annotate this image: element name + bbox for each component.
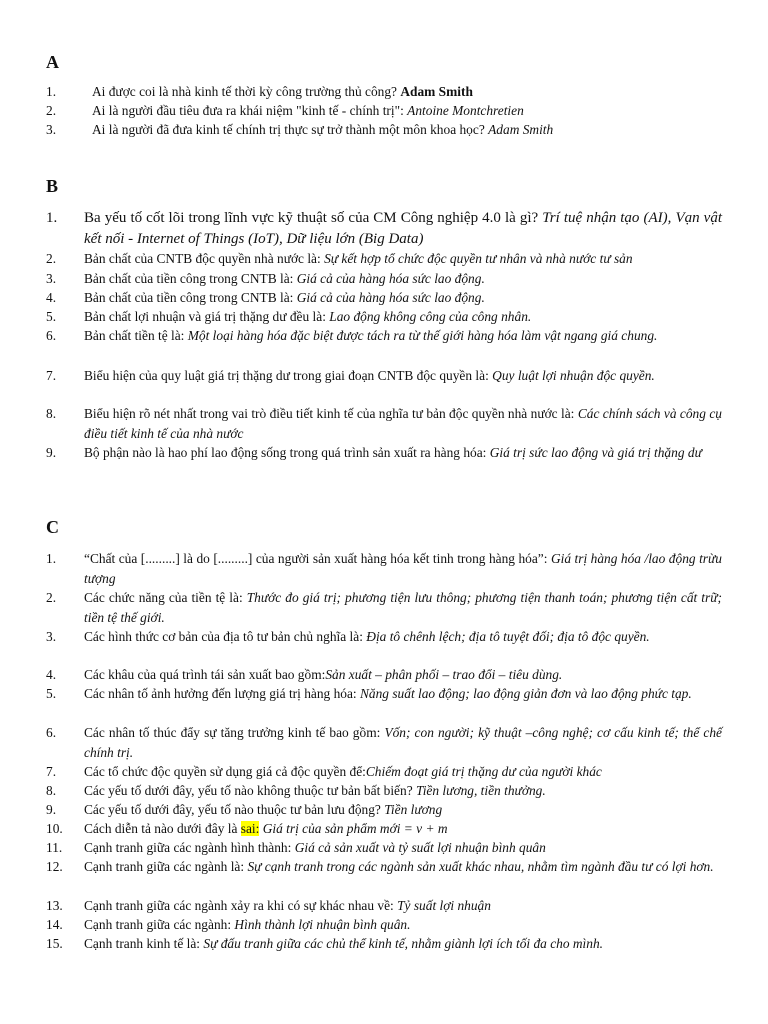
list-item (46, 762, 722, 782)
question-text: Bản chất tiền tệ là: (84, 328, 185, 343)
answer-text: Quy luật lợi nhuận độc quyền. (492, 368, 655, 383)
list-item (46, 781, 722, 801)
item-number: 4. (46, 290, 57, 305)
list-item (46, 443, 722, 463)
list-item (46, 249, 722, 269)
list-item (46, 934, 722, 954)
item-number: 1. (46, 210, 58, 226)
question-text: Bộ phận nào là hao phí lao động sống trong quá trình sản xuất ra hàng hóa: (84, 445, 487, 460)
list-item (46, 326, 722, 346)
answer-text: Giá trị hàng hóa /lao động trừu tượng (84, 551, 722, 586)
answer-text: Chiếm đoạt giá trị thặng dư của người khác (365, 764, 602, 779)
question-text: Các nhân tố ảnh hưởng đến lượng giá trị hàng hóa: (84, 686, 357, 701)
question-text: Biểu hiện rõ nét nhất trong vai trò điều tiết kinh tế của nghĩa tư bản độc quyền nhà nước là: (84, 406, 575, 421)
item-number: 14. (46, 917, 63, 932)
answer-text: Tỷ suất lợi nhuận (397, 898, 491, 913)
question-text: Ba yếu tố cốt lõi trong lĩnh vực kỹ thuật số của CM Công nghiệp 4.0 là gì? (84, 210, 539, 226)
item-number: 5. (46, 309, 57, 324)
question-text: Cách diễn tả nào dưới đây là (84, 821, 238, 836)
answer-text: Sản xuất – phân phối – trao đổi – tiêu dùng. (325, 667, 563, 682)
list-item (46, 915, 722, 935)
item-number: 12. (46, 859, 63, 874)
answer-text: Sự đấu tranh giữa các chủ thể kinh tế, nhằm giành lợi ích tối đa cho mình. (203, 936, 604, 951)
answer-text: Giá cả của hàng hóa sức lao động. (296, 271, 485, 286)
item-number: 15. (46, 936, 63, 951)
list-item (46, 269, 722, 289)
list-item (46, 896, 722, 916)
answer-text: Trí tuệ nhận tạo (AI), Vạn vật kết nối - Internet of Things (IoT), Dữ liệu lớn (Big Data) (84, 210, 722, 247)
item-number: 10. (46, 821, 63, 836)
answer-text: Vốn; con người; kỹ thuật –công nghệ; cơ cấu kinh tế; thể chế chính trị. (84, 725, 722, 760)
answer-text: Adam Smith (488, 122, 554, 137)
answer-text: Giá trị sức lao động và giá trị thặng dư (489, 445, 702, 460)
item-number: 2. (46, 590, 57, 605)
question-text: Các tổ chức độc quyền sử dụng giá cả độc quyền để: (84, 764, 366, 779)
question-text: Cạnh tranh giữa các ngành: (84, 917, 232, 932)
list-item (46, 857, 722, 877)
item-number: 8. (46, 783, 57, 798)
answer-text: Thước đo giá trị; phương tiện lưu thông; phương tiện thanh toán; phương tiện cất trữ; tiền tệ thế giới. (84, 590, 722, 625)
list-item (46, 82, 722, 102)
list-item (46, 684, 722, 704)
question-text: Cạnh tranh giữa các ngành là: (84, 859, 245, 874)
question-text: Bản chất của tiền công trong CNTB là: (84, 290, 294, 305)
question-text: Các chức năng của tiền tệ là: (84, 590, 243, 605)
answer-text: Các chính sách và công cụ điều tiết kinh tế của nhà nước (84, 406, 722, 441)
list-item (46, 307, 722, 327)
item-number: 9. (46, 802, 57, 817)
list-item (46, 588, 722, 627)
question-text: “Chất của [.........] là do [.........] của người sản xuất hàng hóa kết tinh trong hàng hóa”: (84, 551, 548, 566)
answer-text: Antoine Montchretien (407, 103, 524, 118)
list-item (46, 627, 722, 647)
question-text: Các khâu của quá trình tái sản xuất bao gồm: (84, 667, 326, 682)
question-text: Cạnh tranh giữa các ngành xảy ra khi có sự khác nhau về: (84, 898, 394, 913)
item-number: 7. (46, 368, 57, 383)
answer-text: Giá trị của sản phẩm mới = v + m (262, 821, 448, 836)
item-number: 11. (46, 840, 63, 855)
section-heading-a: A (46, 52, 59, 72)
answer-text: Giá cả của hàng hóa sức lao động. (296, 290, 485, 305)
list-item (46, 549, 722, 588)
list-item (46, 208, 722, 250)
item-number: 6. (46, 725, 57, 740)
list-item (46, 288, 722, 308)
item-number: 3. (46, 271, 57, 286)
item-number: 7. (46, 764, 57, 779)
highlighted-text: sai: (240, 821, 260, 836)
question-text: Ai được coi là nhà kinh tế thời kỳ công trường thủ công? (92, 84, 397, 99)
answer-text: Hình thành lợi nhuận bình quân. (234, 917, 411, 932)
item-number: 1. (46, 551, 57, 566)
item-number: 9. (46, 445, 57, 460)
question-text: Các nhân tố thúc đẩy sự tăng trưởng kinh tế bao gồm: (84, 725, 381, 740)
question-text: Cạnh tranh kinh tế là: (84, 936, 201, 951)
item-number: 6. (46, 328, 57, 343)
answer-text: Địa tô chênh lệch; địa tô tuyệt đối; địa tô độc quyền. (366, 629, 650, 644)
list-item (46, 819, 722, 839)
item-number: 13. (46, 898, 63, 913)
question-text: Các hình thức cơ bản của địa tô tư bản chủ nghĩa là: (84, 629, 363, 644)
item-number: 3. (46, 122, 57, 137)
question-text: Bản chất của tiền công trong CNTB là: (84, 271, 294, 286)
question-text: Bản chất của CNTB độc quyền nhà nước là: (84, 251, 321, 266)
question-text: Ai là người đã đưa kinh tế chính trị thực sự trở thành một môn khoa học? (92, 122, 485, 137)
question-text: Cạnh tranh giữa các ngành hình thành: (84, 840, 292, 855)
list-item (46, 838, 722, 858)
list-item (46, 120, 722, 140)
answer-text: Lao động không công của công nhân. (329, 309, 532, 324)
item-number: 1. (46, 84, 57, 99)
question-text: Ai là người đầu tiêu đưa ra khái niệm "kinh tế - chính trị": (92, 103, 404, 118)
answer-text: Năng suất lao động; lao động giản đơn và lao động phức tạp. (359, 686, 692, 701)
question-text: Bản chất lợi nhuận và giá trị thặng dư đều là: (84, 309, 326, 324)
item-number: 2. (46, 251, 57, 266)
answer-text: Sự cạnh tranh trong các ngành sản xuất khác nhau, nhằm tìm ngành đầu tư có lợi hơn. (247, 859, 714, 874)
section-heading-b: B (46, 176, 59, 196)
list-item (46, 800, 722, 820)
list-item (46, 101, 722, 121)
answer-text: Tiền lương, tiền thưởng. (416, 783, 546, 798)
question-text: Biểu hiện của quy luật giá trị thặng dư trong giai đoạn CNTB độc quyền là: (84, 368, 489, 383)
answer-text: Giá cả sản xuất và tỷ suất lợi nhuận bình quân (294, 840, 546, 855)
list-item (46, 404, 722, 443)
item-number: 5. (46, 686, 57, 701)
list-item (46, 665, 722, 685)
answer-text: Một loại hàng hóa đặc biệt được tách ra từ thế giới hàng hóa làm vật ngang giá chung. (187, 328, 658, 343)
question-text: Các yếu tố dưới đây, yếu tố nào không thuộc tư bản bất biến? (84, 783, 413, 798)
item-number: 4. (46, 667, 57, 682)
answer-text: Sự kết hợp tổ chức độc quyền tư nhân và nhà nước tư sản (324, 251, 633, 266)
item-number: 3. (46, 629, 57, 644)
answer-text: Adam Smith (400, 84, 473, 99)
item-number: 8. (46, 406, 57, 421)
question-text: Các yếu tố dưới đây, yếu tố nào thuộc tư bản lưu động? (84, 802, 381, 817)
item-number: 2. (46, 103, 57, 118)
answer-text: Tiền lương (384, 802, 443, 817)
list-item (46, 366, 722, 386)
list-item (46, 723, 722, 762)
section-heading-c: C (46, 517, 59, 537)
